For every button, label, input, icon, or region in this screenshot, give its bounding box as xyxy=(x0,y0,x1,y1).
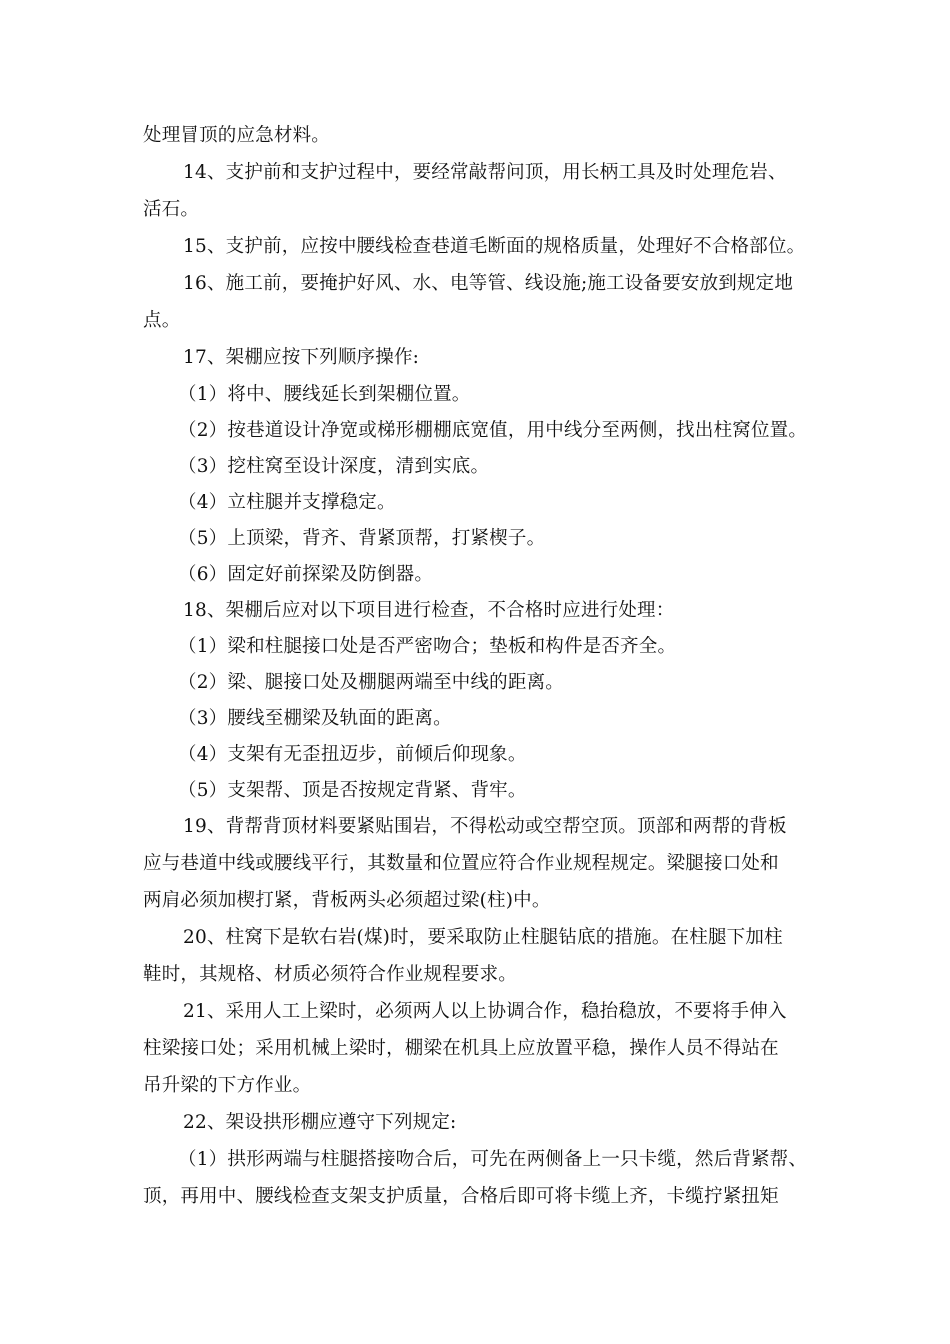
text-line: 顶，再用中、腰线检查支架支护质量，合格后即可将卡缆上齐，卡缆拧紧扭矩 xyxy=(143,1186,779,1207)
text-line: 15、支护前，应按中腰线检查巷道毛断面的规格质量，处理好不合格部位。 xyxy=(183,236,806,257)
text-line: 19、背帮背顶材料要紧贴围岩，不得松动或空帮空顶。顶部和两帮的背板 xyxy=(183,816,787,837)
text-line: （2）按巷道设计净宽或梯形棚棚底宽值，用中线分至两侧，找出柱窝位置。 xyxy=(178,420,808,441)
text-line: （1）将中、腰线延长到架棚位置。 xyxy=(178,384,471,405)
text-line: （3）腰线至棚梁及轨面的距离。 xyxy=(178,708,452,729)
text-line: 20、柱窝下是软右岩(煤)时，要采取防止柱腿钻底的措施。在柱腿下加柱 xyxy=(183,927,783,948)
text-line: 鞋时，其规格、材质必须符合作业规程要求。 xyxy=(143,964,518,985)
text-line: 吊升梁的下方作业。 xyxy=(143,1075,312,1096)
text-line: 处理冒顶的应急材料。 xyxy=(143,125,331,146)
text-line: 点。 xyxy=(143,310,181,331)
text-line: 16、施工前，要掩护好风、水、电等管、线设施;施工设备要安放到规定地 xyxy=(183,273,794,294)
text-line: （1）拱形两端与柱腿搭接吻合后，可先在两侧备上一只卡缆，然后背紧帮、 xyxy=(178,1149,808,1170)
text-line: 柱梁接口处；采用机械上梁时，棚梁在机具上应放置平稳，操作人员不得站在 xyxy=(143,1038,779,1059)
text-line: （6）固定好前探梁及防倒器。 xyxy=(178,564,434,585)
text-line: 17、架棚应按下列顺序操作: xyxy=(183,347,420,368)
text-line: （1）梁和柱腿接口处是否严密吻合；垫板和构件是否齐全。 xyxy=(178,636,677,657)
text-line: （5）上顶梁，背齐、背紧顶帮，打紧楔子。 xyxy=(178,528,546,549)
text-line: 活石。 xyxy=(143,199,200,220)
text-line: 两肩必须加楔打紧，背板两头必须超过梁(柱)中。 xyxy=(143,890,551,911)
text-line: （4）立柱腿并支撑稳定。 xyxy=(178,492,396,513)
text-line: 14、支护前和支护过程中，要经常敲帮问顶，用长柄工具及时处理危岩、 xyxy=(183,162,787,183)
text-line: （3）挖柱窝至设计深度，清到实底。 xyxy=(178,456,490,477)
text-line: 应与巷道中线或腰线平行，其数量和位置应符合作业规程规定。梁腿接口处和 xyxy=(143,853,779,874)
text-line: 21、采用人工上梁时，必须两人以上协调合作，稳抬稳放，不要将手伸入 xyxy=(183,1001,787,1022)
text-line: （4）支架有无歪扭迈步，前倾后仰现象。 xyxy=(178,744,527,765)
text-line: （2）梁、腿接口处及棚腿两端至中线的距离。 xyxy=(178,672,564,693)
text-line: 22、架设拱形棚应遵守下列规定: xyxy=(183,1112,457,1133)
text-line: 18、架棚后应对以下项目进行检查，不合格时应进行处理： xyxy=(183,600,675,621)
text-line: （5）支架帮、顶是否按规定背紧、背牢。 xyxy=(178,780,527,801)
